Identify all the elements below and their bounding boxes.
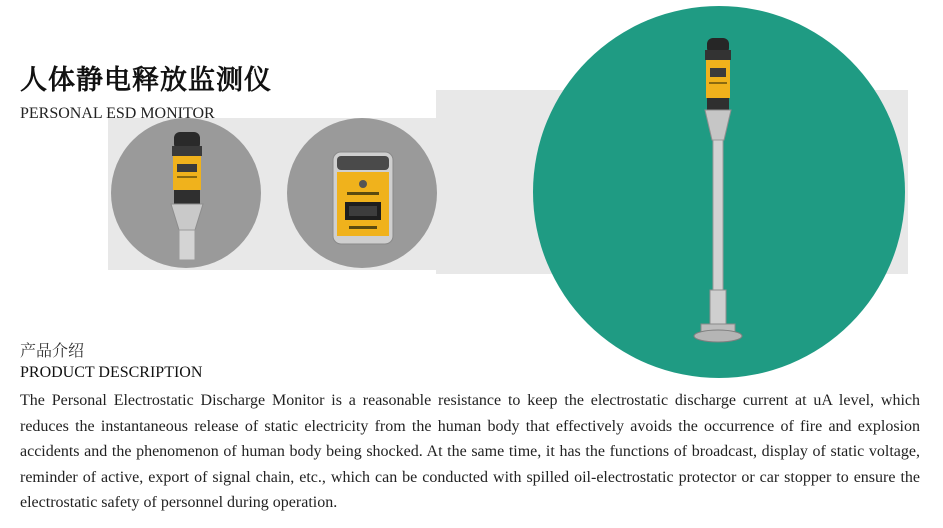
pole-monitor-illustration [533,6,905,378]
page-title-cn: 人体静电释放监测仪 [20,65,272,96]
section-heading-en: PRODUCT DESCRIPTION [20,364,203,381]
display-panel-illustration [287,118,437,268]
display-panel-photo [287,118,437,268]
page-title-en: PERSONAL ESD MONITOR [20,105,215,122]
pole-monitor-photo [533,6,905,378]
handle-monitor-photo [111,118,261,268]
product-description: The Personal Electrostatic Discharge Monitor is a reasonable resistance to keep the electrostatic discharge current at uA level, which reduces the instantaneous release of static electricity from the human body that effectively avoids the occurrence of fire and explosion accidents and the phenomenon of human body being shocked. At the same time, it has the functions of broadcast, display of static voltage, reminder of active, export of signal chain, etc., which can be conducted with spilled oil-electrostatic protector or car stopper to ensure the electrostatic safety of personnel during operation. [20,392,920,511]
handle-monitor-illustration [111,118,261,268]
section-heading-cn: 产品介绍 [20,341,85,360]
